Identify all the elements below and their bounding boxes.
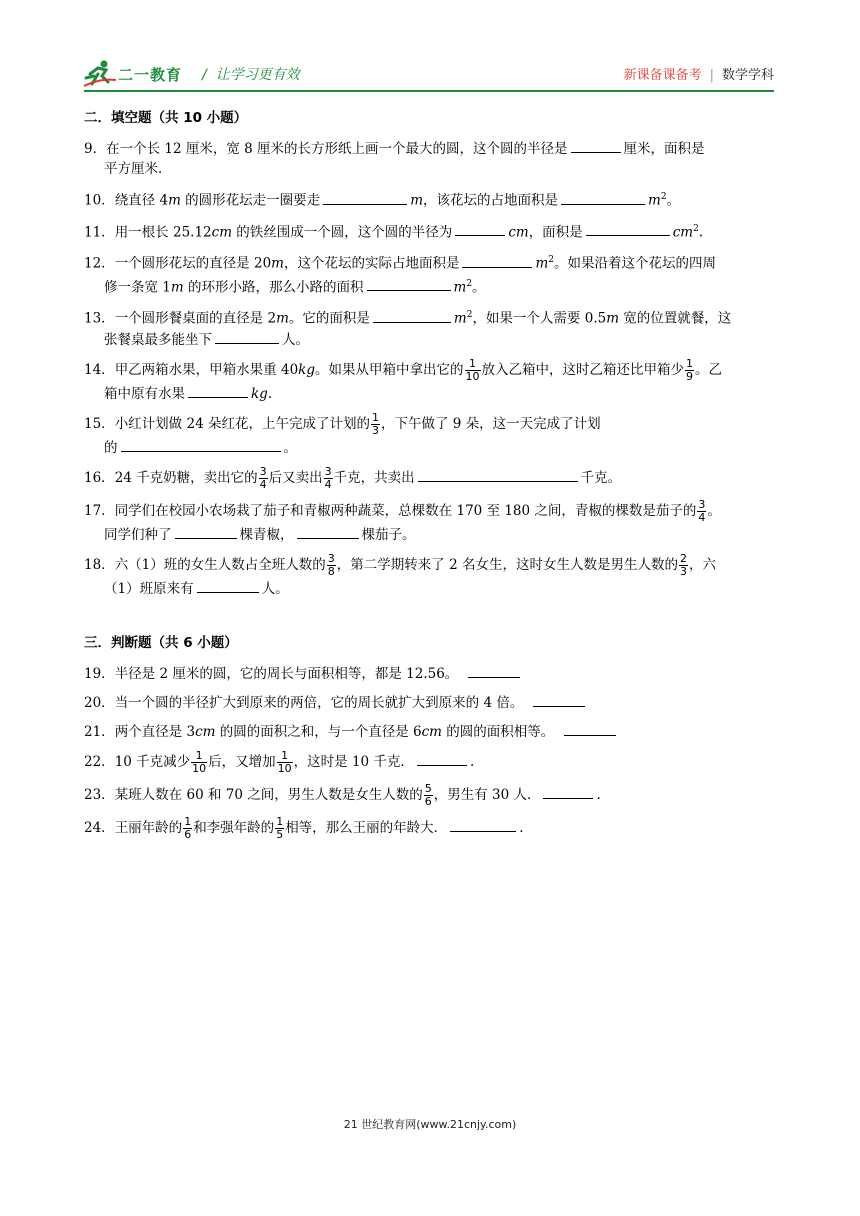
question-20: 20．当一个圆的半径扩大到原来的两倍，它的周长就扩大到原来的 4 倍。 <box>84 692 778 713</box>
question-10: 10．绕直径 4m 的圆形花坛走一圈要走 m，该花坛的占地面积是 $m^2$。 <box>84 187 778 211</box>
answer-blank[interactable] <box>417 751 467 766</box>
question-11: 11．用一根长 25.12cm 的铁丝围成一个圆，这个圆的半径为 cm，面积是 $cm^2$. <box>84 219 778 243</box>
answer-blank[interactable] <box>462 253 532 268</box>
runner-logo-icon <box>84 60 116 88</box>
fraction: $\frac{1}{10}$ <box>192 748 207 775</box>
answer-blank[interactable] <box>215 329 279 344</box>
question-24: 24．王丽年龄的 $\frac{1}{6}$ 和李强年龄的 $\frac{1}{5}$ 相等，那么王丽的年龄大． . <box>84 814 524 841</box>
answer-blank[interactable] <box>197 578 259 593</box>
answer-blank[interactable] <box>564 721 616 736</box>
fraction: $\frac{3}{8}$ <box>327 551 335 578</box>
fraction: $\frac{1}{10}$ <box>277 748 292 775</box>
answer-blank[interactable] <box>188 383 248 398</box>
question-16: 16．24 千克奶糖，卖出它的 $\frac{3}{4}$ 后又卖出 $\frac{3}{4}$ 千克，共卖出 千克。 <box>84 464 622 491</box>
subject-label: 数学学科 <box>721 68 774 83</box>
answer-blank[interactable] <box>543 784 593 799</box>
question-9: 9．在一个长 12 厘米，宽 8 厘米的长方形纸上画一个最大的圆，这个圆的半径是 厘米，面积是 平方厘米． <box>84 138 778 179</box>
fraction: $\frac{3}{4}$ <box>324 464 332 491</box>
fraction: $\frac{1}{3}$ <box>371 410 379 437</box>
question-13: 13．一个圆形餐桌面的直径是 2m。它的面积是 $m^2$，如果一个人需要 0.5m 宽的位置就餐，这 张餐桌最多能坐下 人。 <box>84 305 778 350</box>
answer-blank[interactable] <box>323 190 407 205</box>
answer-blank[interactable] <box>297 524 359 539</box>
answer-blank[interactable] <box>418 467 578 482</box>
page-footer: 21 世纪教育网(www.21cnjy.com) <box>343 1118 517 1131</box>
question-14: 14．甲乙两箱水果，甲箱水果重 40kg。如果从甲箱中拿出它的 $\frac{1}{10}$ 放入乙箱中，这时乙箱还比甲箱少 $\frac{1}{9}$ 。乙 箱中原有水果 kg. <box>84 356 722 402</box>
logo-text: 二一教育 <box>118 66 183 84</box>
question-22: 22．10 千克减少 $\frac{1}{10}$ 后，又增加 $\frac{1}{10}$ ，这时是 10 千克． . <box>84 748 475 775</box>
question-18: 18．六（1）班的女生人数占全班人数的 $\frac{3}{8}$ ，第二学期转来了 2 名女生，这时女生人数是男生人数的 $\frac{2}{3}$ ，六 （1）班原来有 人。 <box>84 551 716 597</box>
question-23: 23．某班人数在 60 和 70 之间，男生人数是女生人数的 $\frac{5}{6}$ ，男生有 30 人． . <box>84 781 601 808</box>
answer-blank[interactable] <box>571 138 621 153</box>
answer-blank[interactable] <box>373 308 451 323</box>
course-label: 新课备课备考 <box>623 68 702 83</box>
answer-blank[interactable] <box>455 221 505 236</box>
answer-blank[interactable] <box>468 663 520 678</box>
header-divider <box>84 90 774 92</box>
fraction: $\frac{1}{5}$ <box>276 814 284 841</box>
answer-blank[interactable] <box>561 190 645 205</box>
answer-blank[interactable] <box>586 221 670 236</box>
answer-blank[interactable] <box>450 817 516 832</box>
answer-blank[interactable] <box>367 276 451 291</box>
fraction: $\frac{2}{3}$ <box>679 551 687 578</box>
fraction: $\frac{3}{4}$ <box>259 464 267 491</box>
answer-blank[interactable] <box>533 692 585 707</box>
logo <box>84 58 204 88</box>
header-right <box>624 64 774 83</box>
worksheet-content <box>84 100 778 849</box>
fraction: $\frac{1}{6}$ <box>184 814 192 841</box>
fraction: $\frac{3}{4}$ <box>698 497 706 524</box>
slogan: / 让学习更有效 <box>202 67 300 83</box>
fraction: $\frac{1}{10}$ <box>465 356 480 383</box>
question-15: 15．小红计划做 24 朵红花，上午完成了计划的 $\frac{1}{3}$ ，下午做了 9 朵，这一天完成了计划 的 。 <box>84 410 601 456</box>
page-header <box>84 58 774 92</box>
header-separator: | <box>709 68 714 83</box>
fraction: $\frac{5}{6}$ <box>424 781 432 808</box>
section-title-true-false: 三．判断题（共 6 小题） <box>84 634 238 651</box>
section-title-fill-in: 二．填空题（共 10 小题） <box>84 110 248 126</box>
answer-blank[interactable] <box>175 524 237 539</box>
question-17: 17．同学们在校园小农场栽了茄子和青椒两种蔬菜，总棵数在 170 至 180 之间，青椒的棵数是茄子的 $\frac{3}{4}$ 。 同学们种了 棵青椒， 棵茄子。 <box>84 497 721 543</box>
fraction: $\frac{1}{9}$ <box>686 356 693 383</box>
question-21: 21．两个直径是 3cm 的圆的面积之和，与一个直径是 6cm 的圆的面积相等。 <box>84 721 778 742</box>
answer-blank[interactable] <box>121 437 281 452</box>
question-19: 19．半径是 2 厘米的圆，它的周长与面积相等，都是 12.56。 <box>84 663 778 684</box>
question-12: 12．一个圆形花坛的直径是 20m，这个花坛的实际占地面积是 $m^2$。如果沿着这个花坛的四周 修一条宽 1m 的环形小路，那么小路的面积 $m^2$。 <box>84 250 778 297</box>
